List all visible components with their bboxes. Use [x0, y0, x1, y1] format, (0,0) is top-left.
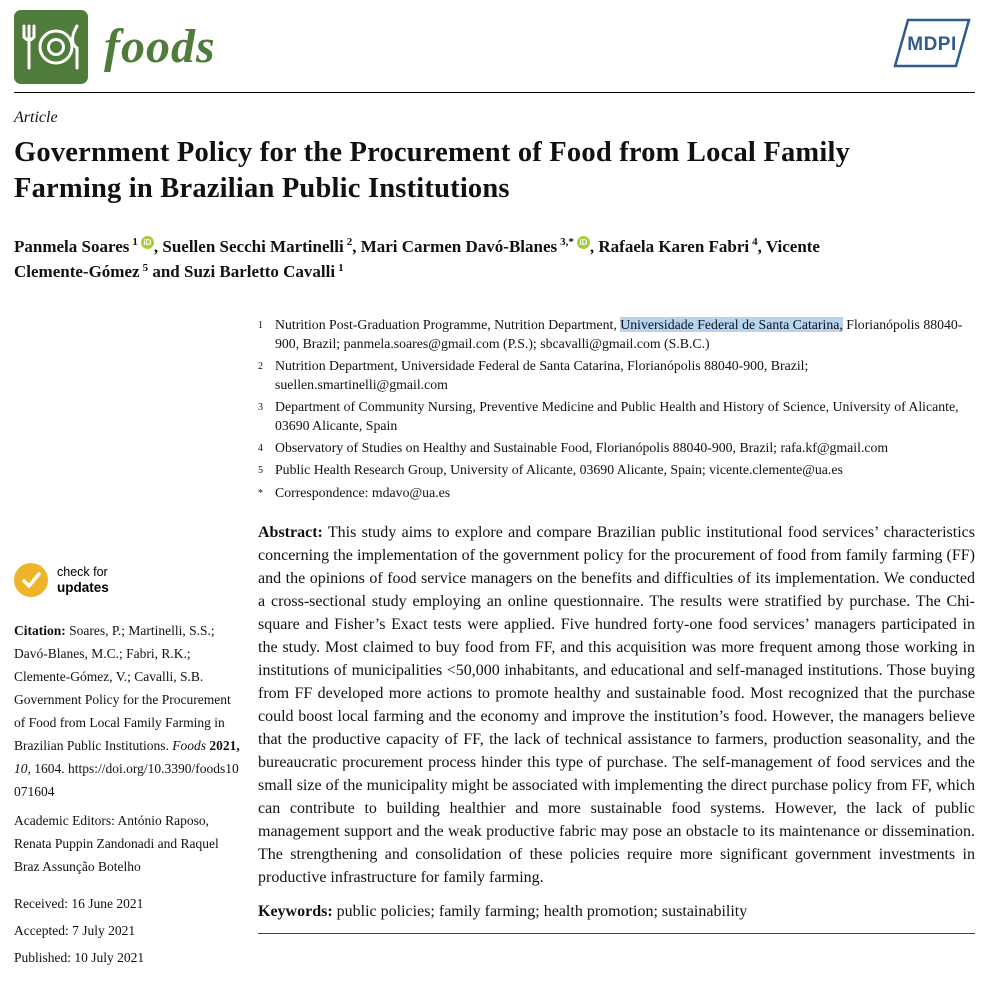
author-separator: , [589, 236, 599, 256]
author: Mari Carmen Davó-Blanes $^{3,*}$ iD , [360, 236, 599, 256]
citation-label: Citation: [14, 622, 66, 638]
citation [14, 619, 240, 803]
affiliation-marker: 3 [258, 401, 263, 413]
citation-doi-link[interactable]: https://doi.org/10.3390/foods10071604 [14, 760, 239, 799]
author-affil-sup: 1 [132, 236, 138, 249]
affiliation-row [258, 397, 975, 436]
author-separator: and [148, 262, 184, 282]
citation-volume: 10, [14, 760, 31, 776]
affiliation-row [258, 438, 975, 459]
affiliation-marker: 4 [258, 442, 263, 454]
author-affil-sup: 3,* [560, 236, 574, 249]
sidebar [14, 315, 258, 973]
affiliation-row [258, 315, 975, 354]
author-affil-sup: 1 [338, 261, 344, 274]
affiliation-row [258, 460, 975, 481]
author-affil-sup: 5 [142, 261, 149, 274]
author: Rafaela Karen Fabri $^4$, [598, 236, 766, 256]
journal-brand[interactable] [14, 10, 216, 84]
foods-logo-icon [14, 10, 88, 84]
citation-text: Soares, P.; Martinelli, S.S.; Davó-Blanes, M.C.; Fabri, R.K.; Clemente-Gómez, V.; Cavalli, S.B. Government Policy for the Procurement of Food from Local Family Farming in Brazilian Public Institutions. [14, 622, 231, 753]
author: Panmela Soares $^1$ iD , [14, 236, 163, 256]
affiliation-row [258, 356, 975, 395]
affiliation-text: Nutrition Post-Graduation Programme, Nutrition Department, Universidade Federal de Santa Catarina, Florianópolis 88040-900, Brazil; panmela.soares@gmail.com (P.S.); sbcavalli@gmail.com (S.B.C.) [275, 316, 963, 352]
academic-editors-label: Academic Editors: [14, 812, 115, 828]
history-dates [14, 892, 240, 969]
published-date: Published: 10 July 2021 [14, 949, 145, 965]
academic-editors-names: António Raposo, Renata Puppin Zandonadi and Raquel Braz Assunção Botelho [14, 812, 219, 874]
highlighted-text: Universidade Federal de Santa Catarina, [620, 316, 843, 332]
author: Suellen Secchi Martinelli $^2$, [162, 236, 361, 256]
check-for-updates-badge[interactable] [14, 563, 240, 597]
mdpi-logo-text: MDPI [907, 34, 957, 55]
citation-pages: 1604. [34, 760, 65, 776]
affiliation-marker: * [258, 487, 263, 499]
citation-journal: Foods [172, 737, 206, 753]
check-icon [14, 563, 48, 597]
updates-line1: check for [57, 564, 108, 579]
orcid-icon[interactable]: iD [577, 236, 590, 249]
abstract-text: This study aims to explore and compare Brazilian public institutional food services’ characteristics concerning the implementation of the government policy for the procurement of food from family farming (FF) and the opinions of food service managers on the benefits and difficulties of its implementation. We conducted a cross-sectional study employing an online questionnaire. The results were stratified by purchase. The Chi-square and Fisher’s Exact tests were applied. Five hundred forty-one food services’ managers participated in the study. Most claimed to buy food from FF, and this acquisition was more frequent among those working in institutions of municipalities <50,000 inhabitants, and educational and self-managed institutions. Those buying from FF developed more actions to promote healthy and sustainable food. Most recognized that the purchase could boost local farming and the economy and improve the institution’s food. However, the managers believe that the productive capacity of FF, the lack of technical assistance to farmers, production seasonality, and the bureaucratic procurement process hinder this type of purchase. The self-management of food services and the small size of the municipality might be associated with implementing the direct purchase policy from FF, which can contribute to building healthier and more sustainable food systems. However, the lack of public management support and the weak productive fabric may pose an obstacle to its maintenance or dissemination. The strengthening and consolidation of these policies require more significant government investments in productive infrastructure for family farming. [258, 524, 975, 887]
main-column [258, 315, 975, 973]
author-separator: , [352, 236, 361, 256]
author-separator: , [153, 236, 163, 256]
affiliation-marker: 1 [258, 319, 263, 331]
citation-year: 2021, [209, 737, 240, 753]
abstract-label: Abstract: [258, 524, 323, 542]
academic-editors [14, 809, 240, 878]
affiliation-text: Department of Community Nursing, Preventive Medicine and Public Health and History of Science, University of Alicante, 03690 Alicante, Spain [275, 398, 959, 434]
check-for-updates-label [57, 565, 109, 595]
author-affil-sup: 4 [752, 236, 758, 249]
article-type-label: Article [14, 109, 58, 126]
affiliation-row [258, 483, 975, 504]
affiliation-text: Correspondence: mdavo@ua.es [275, 484, 451, 500]
updates-line2: updates [57, 579, 109, 595]
affiliation-marker: 2 [258, 360, 263, 372]
mdpi-logo[interactable] [893, 16, 971, 75]
author-separator: , [757, 236, 766, 256]
keywords [258, 903, 975, 921]
author-affil-sup: 2 [346, 236, 353, 249]
affiliation-text: Public Health Research Group, University of Alicante, 03690 Alicante, Spain; vicente.clemente@ua.es [275, 462, 843, 478]
received-date: Received: 16 June 2021 [14, 895, 144, 911]
affiliation-marker: 5 [258, 465, 263, 477]
accepted-date: Accepted: 7 July 2021 [14, 922, 136, 938]
keywords-text: public policies; family farming; health promotion; sustainability [336, 903, 748, 921]
author: Suzi Barletto Cavalli $^1$ [183, 261, 344, 282]
affiliation-text: Nutrition Department, Universidade Federal de Santa Catarina, Florianópolis 88040-900, Brazil; suellen.smartinelli@gmail.com [275, 357, 809, 393]
author: Vicente Clemente-Gómez $^5$ and [14, 236, 820, 282]
keywords-label: Keywords: [258, 903, 333, 921]
orcid-icon[interactable]: iD [141, 236, 154, 249]
author-list [14, 234, 894, 285]
body-columns [14, 315, 975, 973]
footer-rule [258, 933, 975, 934]
journal-name: foods [104, 20, 216, 73]
header-rule [14, 92, 975, 93]
journal-header [14, 0, 975, 88]
affiliations [258, 315, 975, 504]
article-title: Government Policy for the Procurement of Food from Local Family Farming in Brazilian Public Institutions [14, 137, 851, 205]
affiliation-text: Observatory of Studies on Healthy and Sustainable Food, Florianópolis 88040-900, Brazil; rafa.kf@gmail.com [275, 439, 889, 455]
abstract [258, 521, 975, 889]
